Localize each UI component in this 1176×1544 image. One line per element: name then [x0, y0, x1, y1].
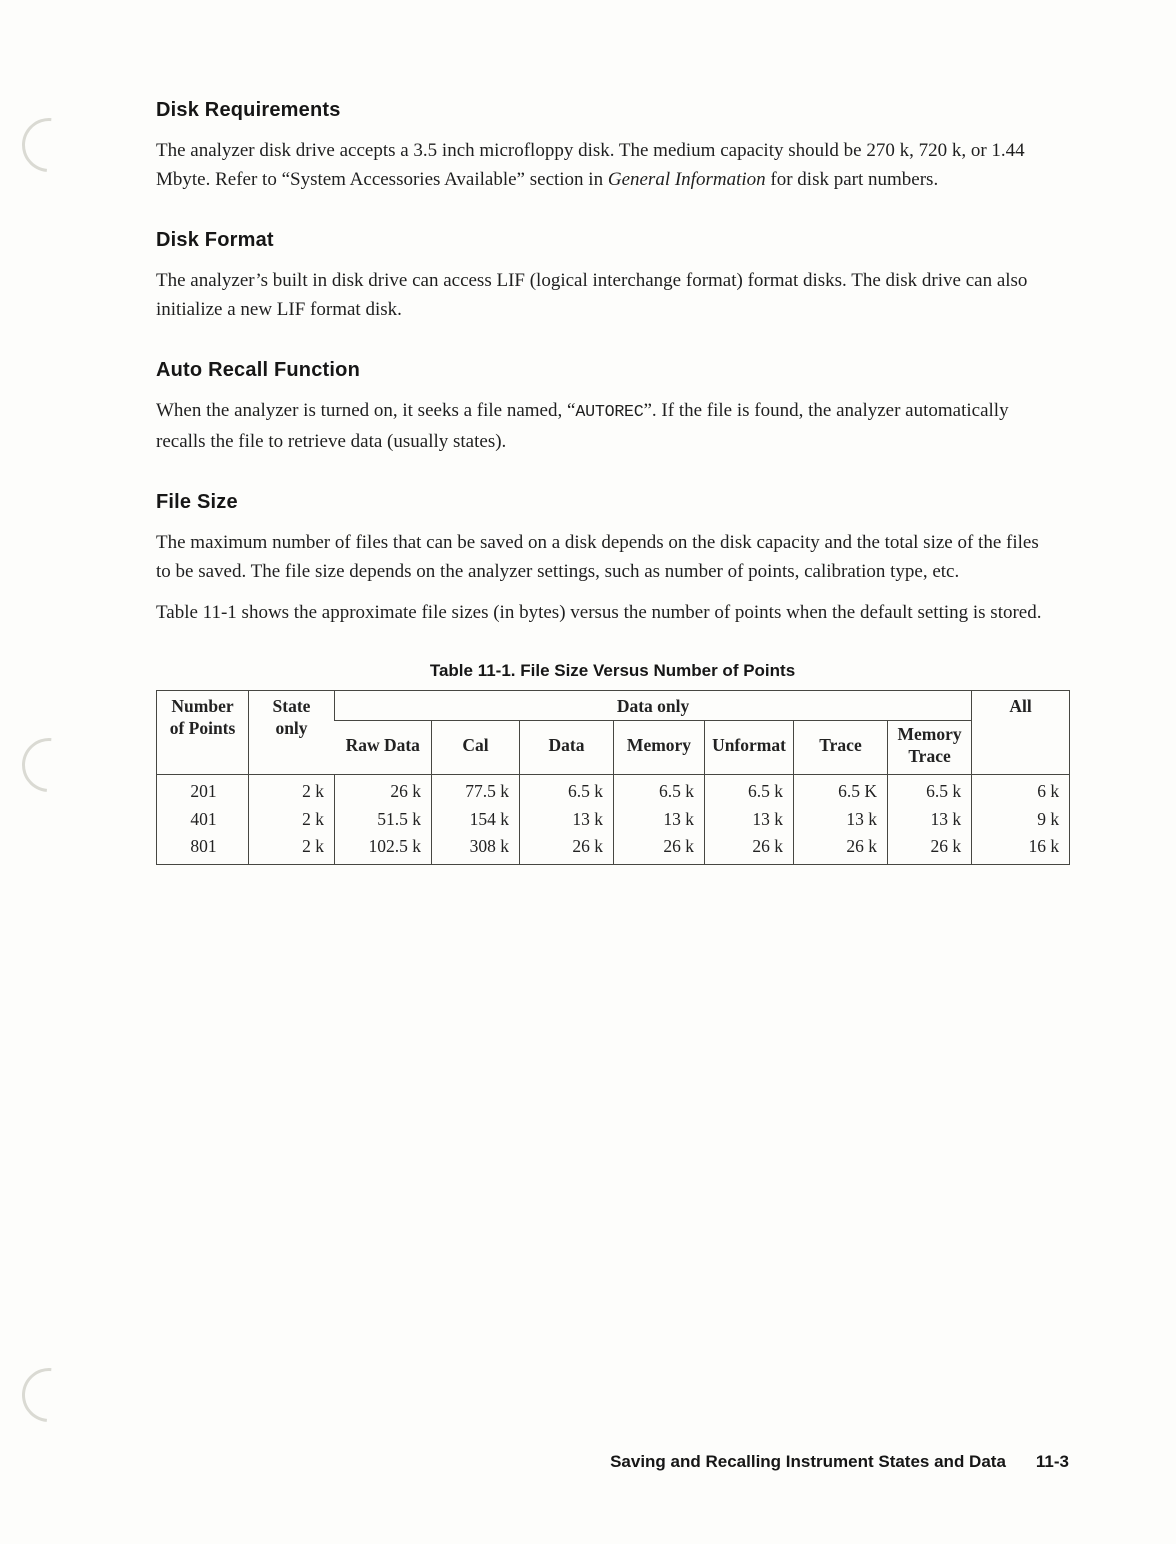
file-size-cell: 2 k	[249, 774, 335, 804]
col-header-unformat: Unformat	[705, 720, 794, 774]
file-size-cell: 77.5 k	[432, 774, 520, 804]
section-heading: Auto Recall Function	[156, 359, 360, 381]
text-segment: The analyzer disk drive accepts a 3.5 inch microfloppy disk. The medium capacity should be 270 k, 720 k, or 1.44 Mbyte. Refer to “System Accessories Available” section in	[156, 140, 1025, 190]
file-size-cell: 26 k	[614, 834, 705, 864]
table-header-row-1	[157, 691, 1070, 721]
paragraph	[156, 136, 1042, 194]
table-caption: Table 11-1. File Size Versus Number of Points	[429, 661, 796, 680]
col-group-header-data-only: Data only	[335, 691, 972, 721]
file-size-cell: 6.5 k	[888, 774, 972, 804]
file-size-cell: 26 k	[335, 774, 432, 804]
file-size-cell: 6.5 k	[520, 774, 614, 804]
footer-text: Saving and Recalling Instrument States and Data	[610, 1452, 1006, 1471]
section-heading: File Size	[156, 491, 238, 513]
col-header-memory-trace: Memory Trace	[888, 720, 972, 774]
text-segment: AUTOREC	[575, 403, 644, 422]
col-header-raw-data: Raw Data	[335, 720, 432, 774]
scan-artifact	[11, 727, 87, 803]
file-size-cell: 26 k	[888, 834, 972, 864]
col-header-state-only: State only	[249, 691, 335, 775]
file-size-cell: 102.5 k	[335, 834, 432, 864]
col-header-memory: Memory	[614, 720, 705, 774]
section-auto-recall-function	[156, 358, 1069, 456]
text-segment: for disk part numbers.	[765, 169, 939, 190]
page-content	[156, 98, 1069, 865]
file-size-cell: 154 k	[432, 804, 520, 834]
points-cell: 801	[190, 836, 217, 857]
file-size-cell: 51.5 k	[335, 804, 432, 834]
text-segment: The analyzer’s built in disk drive can access LIF (logical interchange format) format disks. The disk drive can also initialize a new LIF format disk.	[156, 270, 1028, 320]
text-segment: When the analyzer is turned on, it seeks a file named, “	[156, 400, 576, 421]
text-segment: General Information	[607, 169, 766, 190]
file-size-cell: 26 k	[794, 834, 888, 864]
table-body	[157, 774, 1070, 864]
file-size-cell: 6 k	[972, 774, 1070, 804]
section-heading: Disk Requirements	[156, 99, 341, 121]
file-size-cell: 13 k	[705, 804, 794, 834]
file-size-cell: 308 k	[432, 834, 520, 864]
file-size-cell: 26 k	[705, 834, 794, 864]
points-cell: 401	[190, 808, 217, 829]
col-header-cal: Cal	[432, 720, 520, 774]
paragraph	[156, 598, 1042, 627]
col-header-trace: Trace	[794, 720, 888, 774]
paragraph	[156, 266, 1042, 324]
file-size-cell: 13 k	[614, 804, 705, 834]
scan-artifact	[11, 1357, 87, 1433]
file-size-cell: 6.5 K	[794, 774, 888, 804]
text-segment: Table 11-1 shows the approximate file sizes (in bytes) versus the number of points when the default setting is stored.	[156, 602, 1042, 623]
file-size-cell: 9 k	[972, 804, 1070, 834]
file-size-table	[156, 690, 1070, 865]
page-footer	[156, 1452, 1069, 1472]
col-header-data: Data	[520, 720, 614, 774]
section-disk-format	[156, 228, 1069, 324]
paragraph	[156, 396, 1042, 456]
file-size-cell: 13 k	[888, 804, 972, 834]
section-disk-requirements	[156, 98, 1069, 194]
paragraph	[156, 528, 1042, 586]
table-row	[157, 774, 1070, 804]
file-size-cell: 6.5 k	[705, 774, 794, 804]
file-size-cell: 13 k	[794, 804, 888, 834]
file-size-cell: 2 k	[249, 804, 335, 834]
section-file-size	[156, 490, 1069, 627]
file-size-cell: 2 k	[249, 834, 335, 864]
scan-artifact	[11, 107, 87, 183]
file-size-cell: 16 k	[972, 834, 1070, 864]
page-number: 11-3	[1035, 1452, 1069, 1471]
file-size-table-block	[156, 661, 1069, 865]
file-size-cell: 13 k	[520, 804, 614, 834]
text-segment: The maximum number of files that can be saved on a disk depends on the disk capacity and the total size of the files to be saved. The file size depends on the analyzer settings, such as number of points, calibration type, etc.	[156, 532, 1039, 582]
section-heading: Disk Format	[156, 229, 274, 251]
col-header-all: All	[972, 691, 1070, 775]
points-cell: 201	[190, 780, 217, 801]
file-size-cell: 6.5 k	[614, 774, 705, 804]
text-segment: ”. If the file is found, the analyzer automatically recalls the file to retrieve data (usually states).	[156, 400, 1009, 452]
table-row	[157, 804, 1070, 834]
col-header-number-of-points: Number of Points	[157, 691, 249, 775]
table-row	[157, 834, 1070, 864]
file-size-cell: 26 k	[520, 834, 614, 864]
